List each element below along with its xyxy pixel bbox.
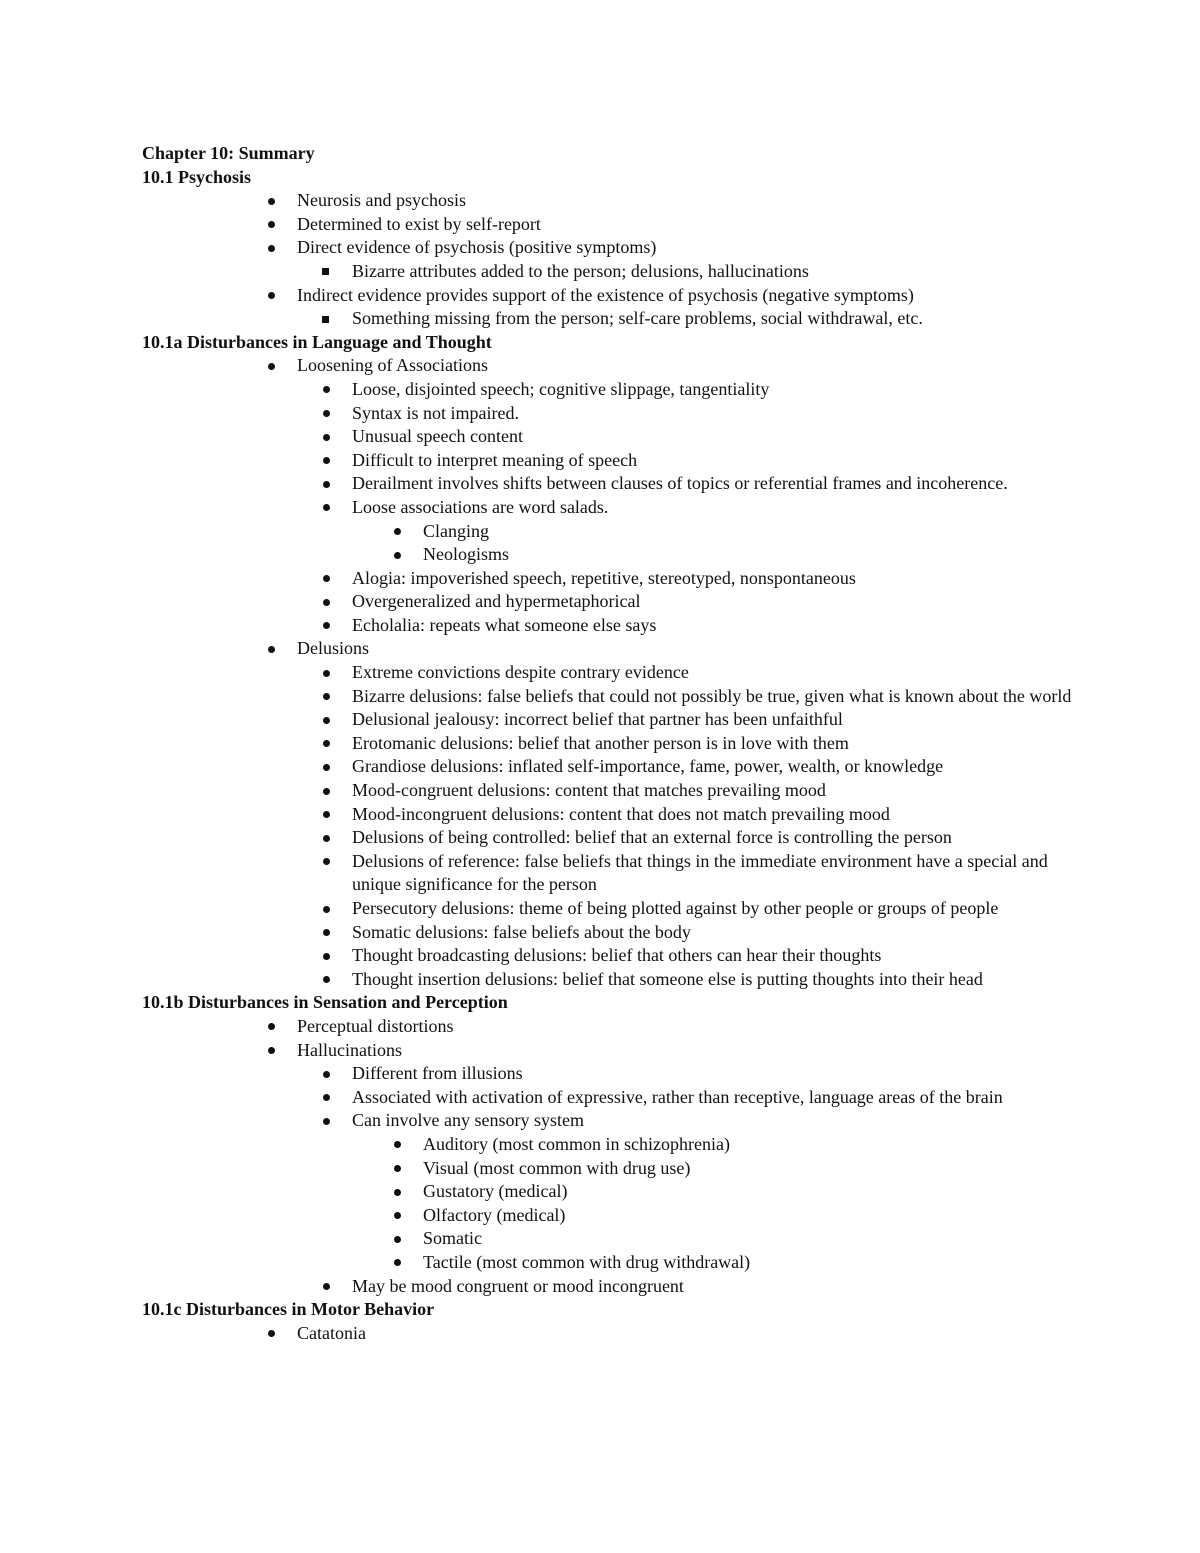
list-item: May be mood congruent or mood incongruent [142,1275,1082,1299]
document-body [142,142,1082,1345]
bullet-dot-icon [394,1236,401,1243]
list-item: Perceptual distortions [142,1015,1082,1039]
list-item: Indirect evidence provides support of the existence of psychosis (negative symptoms) [142,284,1082,308]
list-item: Can involve any sensory system [142,1109,1082,1133]
bullet-dot-icon [323,1118,330,1125]
bullet-dot-icon [268,198,275,205]
bullet-dot-icon [323,835,330,842]
bullet-square-icon [322,268,329,275]
list-item: Loose, disjointed speech; cognitive slippage, tangentiality [142,378,1082,402]
list-item: Delusional jealousy: incorrect belief that partner has been unfaithful [142,708,1082,732]
bullet-dot-icon [268,245,275,252]
list-item: Bizarre attributes added to the person; delusions, hallucinations [142,260,1082,284]
list-item: Grandiose delusions: inflated self-importance, fame, power, wealth, or knowledge [142,755,1082,779]
list-item: Bizarre delusions: false beliefs that could not possibly be true, given what is known about the world [142,685,1082,709]
list-item: Thought broadcasting delusions: belief that others can hear their thoughts [142,944,1082,968]
list-item: Loose associations are word salads. [142,496,1082,520]
bullet-dot-icon [323,788,330,795]
list-item: Tactile (most common with drug withdrawal) [142,1251,1082,1275]
list-item: Clanging [142,520,1082,544]
list-item: Determined to exist by self-report [142,213,1082,237]
list-item: Different from illusions [142,1062,1082,1086]
list-item: Unusual speech content [142,425,1082,449]
list-item: Auditory (most common in schizophrenia) [142,1133,1082,1157]
list-item: Delusions [142,637,1082,661]
section-heading: 10.1c Disturbances in Motor Behavior [142,1299,435,1320]
bullet-dot-icon [394,1165,401,1172]
list-item: Neologisms [142,543,1082,567]
bullet-dot-icon [394,1189,401,1196]
list-item: Direct evidence of psychosis (positive symptoms) [142,236,1082,260]
list-item: Associated with activation of expressive, rather than receptive, language areas of the brain [142,1086,1082,1110]
list-item: Something missing from the person; self-care problems, social withdrawal, etc. [142,307,1082,331]
list-item: Difficult to interpret meaning of speech [142,449,1082,473]
document-title: Chapter 10: Summary [142,143,315,163]
section-heading: 10.1 Psychosis [142,166,252,187]
bullet-dot-icon [323,599,330,606]
list-item: Somatic [142,1227,1082,1251]
bullet-dot-icon [323,410,330,417]
list-item: Mood-congruent delusions: content that matches prevailing mood [142,779,1082,803]
list-item: Alogia: impoverished speech, repetitive, stereotyped, nonspontaneous [142,567,1082,591]
list-item: Persecutory delusions: theme of being plotted against by other people or groups of people [142,897,1082,921]
bullet-dot-icon [394,552,401,559]
list-item: Echolalia: repeats what someone else says [142,614,1082,638]
list-item: Derailment involves shifts between clauses of topics or referential frames and incoherence. [142,472,1082,496]
list-item: Catatonia [142,1322,1082,1346]
bullet-square-icon [322,316,329,323]
list-item: Hallucinations [142,1039,1082,1063]
list-item: Thought insertion delusions: belief that someone else is putting thoughts into their head [142,968,1082,992]
list-item: Neurosis and psychosis [142,189,1082,213]
list-item: Extreme convictions despite contrary evidence [142,661,1082,685]
list-item: Erotomanic delusions: belief that another person is in love with them [142,732,1082,756]
list-item: Overgeneralized and hypermetaphorical [142,590,1082,614]
list-item: Mood-incongruent delusions: content that does not match prevailing mood [142,803,1082,827]
bullet-dot-icon [323,1283,330,1290]
bullet-dot-icon [323,670,330,677]
list-item: Gustatory (medical) [142,1180,1082,1204]
bullet-dot-icon [323,953,330,960]
bullet-dot-icon [268,1047,275,1054]
section-heading: 10.1a Disturbances in Language and Thought [142,331,492,352]
bullet-dot-icon [394,528,401,535]
bullet-dot-icon [323,1071,330,1078]
list-item: Delusions of being controlled: belief that an external force is controlling the person [142,826,1082,850]
list-item: Loosening of Associations [142,354,1082,378]
bullet-dot-icon [323,717,330,724]
bullet-dot-icon [268,646,275,653]
list-item: Syntax is not impaired. [142,402,1082,426]
list-item: Somatic delusions: false beliefs about the body [142,921,1082,945]
bullet-dot-icon [323,764,330,771]
section-heading: 10.1b Disturbances in Sensation and Perception [142,992,508,1013]
list-item: Olfactory (medical) [142,1204,1082,1228]
bullet-dot-icon [323,481,330,488]
list-item: Visual (most common with drug use) [142,1157,1082,1181]
bullet-dot-icon [268,363,275,370]
bullet-dot-icon [268,292,275,299]
bullet-dot-icon [323,906,330,913]
list-item: Delusions of reference: false beliefs that things in the immediate environment have a special and unique significance for the person [142,850,1082,897]
bullet-dot-icon [323,434,330,441]
